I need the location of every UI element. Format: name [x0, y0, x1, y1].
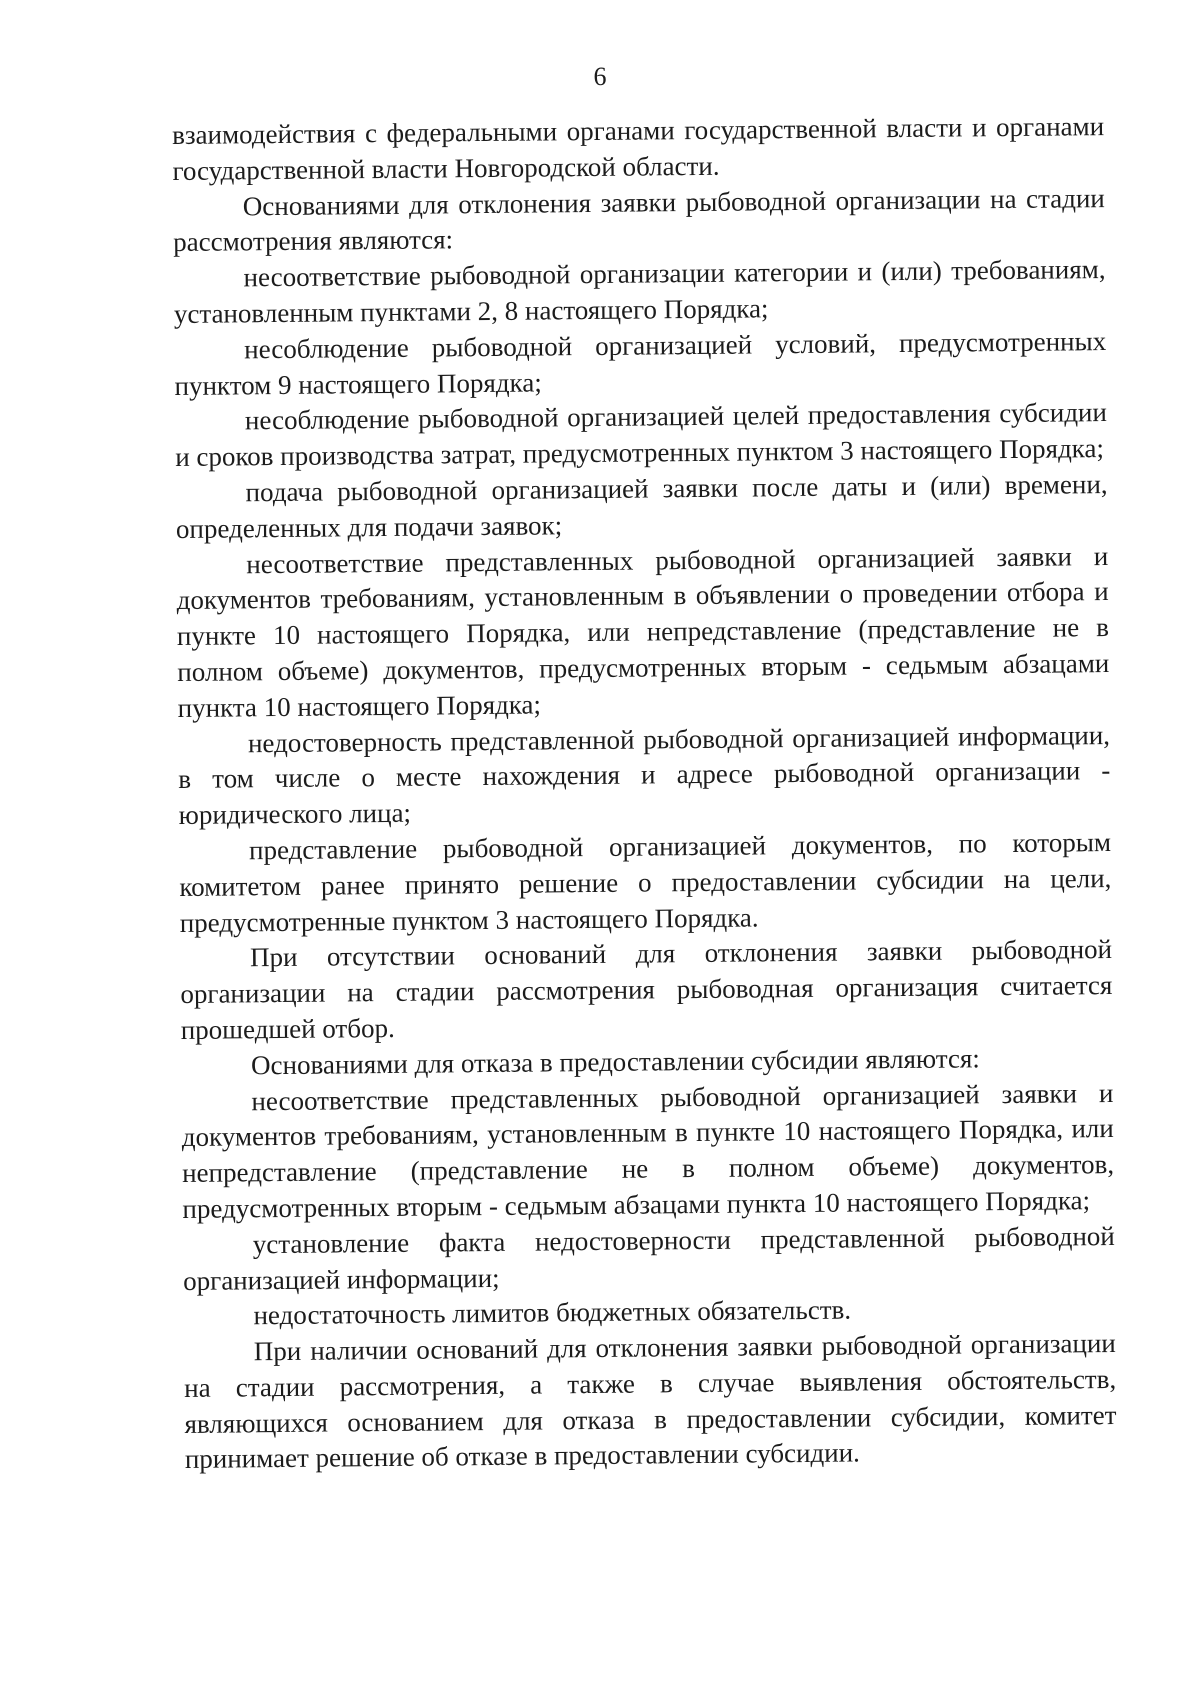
- paragraph-continuation: взаимодействия с федеральными органами государственной власти и органами государственной власти Новгородской области.: [172, 111, 1105, 186]
- paragraph-rejection-item: представление рыбоводной организацией документов, по которым комитетом ранее принято решение о предоставлении субсидии на цели, предусмотренные пунктом 3 настоящего Порядка.: [179, 826, 1112, 938]
- paragraph-rejection-item: недостоверность представленной рыбоводной организацией информации, в том числе о месте нахождения и адресе рыбоводной организации - юридического лица;: [178, 719, 1111, 831]
- paragraph-selection-passed: При отсутствии оснований для отклонения заявки рыбоводной организации на стадии рассмотрения рыбоводная организация считается прошедшей отбор.: [180, 934, 1113, 1045]
- page-number: 6: [593, 62, 607, 91]
- paragraph-refusal-grounds-intro: Основаниями для отказа в предоставлении субсидии являются:: [250, 1043, 980, 1081]
- paragraph-refusal-item: несоответствие представленных рыбоводной организацией заявки и документов требованиям, установленным в пункте 10 настоящего Порядка, или непредставление (представление не в полном объеме) документов, предусмотренных вторым - седьмым абзацами пункта 10 настоящего Порядка;: [181, 1077, 1115, 1224]
- paragraph-refusal-decision: При наличии оснований для отклонения заявки рыбоводной организации на стадии рассмотрения, а также в случае выявления обстоятельств, являющихся основанием для отказа в предоставлении субсидии, комитет принимает решение об отказе в предоставлении субсидии.: [184, 1328, 1117, 1475]
- paragraph-rejection-item: подача рыбоводной организацией заявки после даты и (или) времени, определенных для подачи заявок;: [175, 469, 1108, 544]
- paragraph-rejection-grounds-intro: Основаниями для отклонения заявки рыбоводной организации на стадии рассмотрения являются:: [173, 182, 1105, 258]
- paragraph-refusal-item: недостаточность лимитов бюджетных обязательств.: [253, 1294, 852, 1331]
- document-body: [172, 109, 1117, 1478]
- paragraph-rejection-item: несоответствие рыбоводной организации категории и (или) требованиям, установленным пунктами 2, 8 настоящего Порядка;: [173, 254, 1106, 329]
- paragraph-rejection-item: несоблюдение рыбоводной организацией условий, предусмотренных пунктом 9 настоящего Порядка;: [174, 325, 1107, 401]
- paragraph-rejection-item: несоблюдение рыбоводной организацией целей предоставления субсидии и сроков производства затрат, предусмотренных пунктом 3 настоящего Порядка;: [175, 397, 1108, 473]
- paragraph-rejection-item: несоответствие представленных рыбоводной организацией заявки и документов требованиям, установленным в объявлении о проведении отбора и пункте 10 настоящего Порядка, или непредставление (представление не в полном объеме) документов, предусмотренных вторым - седьмым абзацами пункта 10 настоящего Порядка;: [176, 540, 1110, 723]
- paragraph-refusal-item: установление факта недостоверности представленной рыбоводной организацией информации;: [183, 1220, 1115, 1296]
